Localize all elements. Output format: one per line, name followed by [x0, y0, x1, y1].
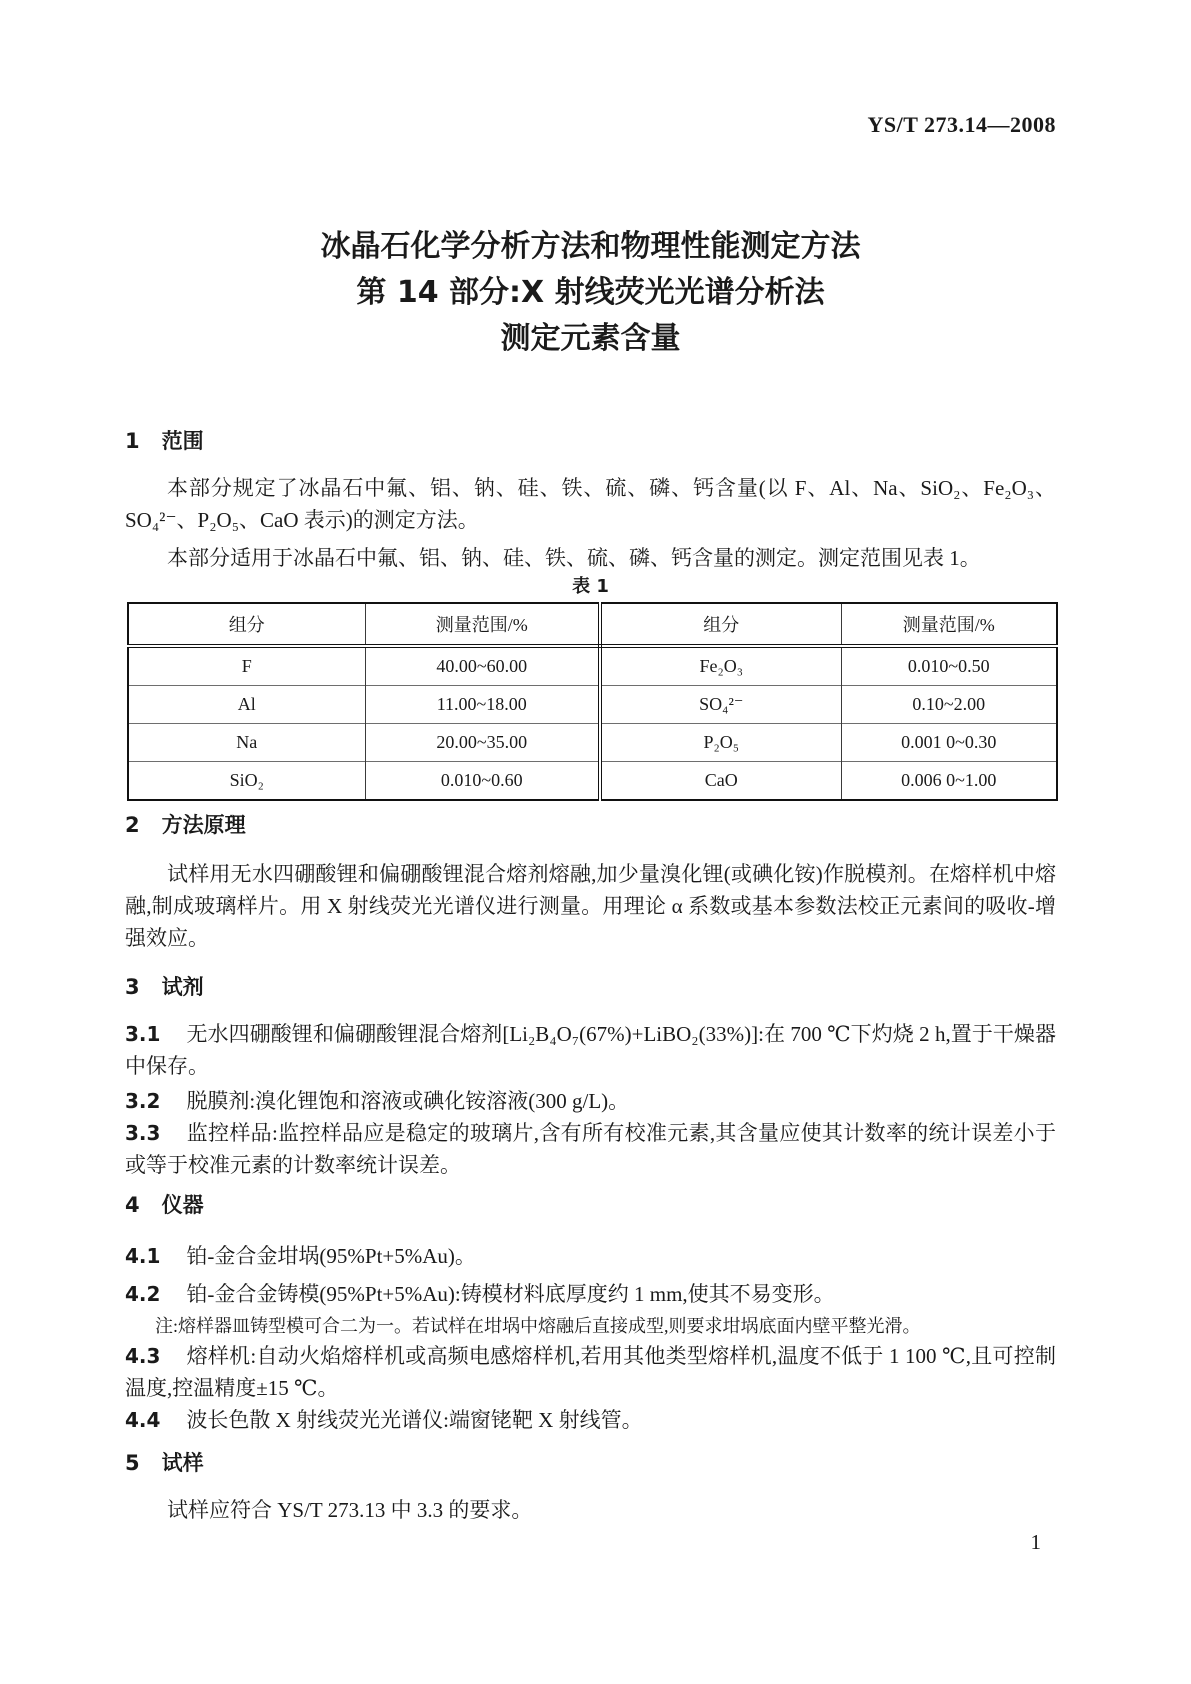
clause-4-3-number: 4.3 — [125, 1344, 161, 1368]
section-2-heading — [125, 812, 1056, 838]
clause-3-3-text: 监控样品:监控样品应是稳定的玻璃片,含有所有校准元素,其含量应使其计数率的统计误差小于或等于校准元素的计数率统计误差。 — [125, 1121, 1056, 1177]
table-row — [128, 646, 1057, 686]
table-cell: P₂O₅ — [600, 724, 841, 762]
section-1-heading — [125, 428, 1056, 454]
table-header-row — [128, 603, 1057, 646]
table-cell: 0.10~2.00 — [841, 686, 1057, 724]
section-1-paragraph-2: 本部分适用于冰晶石中氟、铝、钠、硅、铁、硫、磷、钙含量的测定。测定范围见表 1。 — [167, 546, 981, 570]
table-cell: Al — [128, 686, 365, 724]
clause-4-4-number: 4.4 — [125, 1408, 161, 1432]
clause-3-3-number: 3.3 — [125, 1121, 161, 1145]
table-1 — [127, 602, 1058, 801]
table-cell: CaO — [600, 762, 841, 801]
clause-4-4-text: 波长色散 X 射线荧光光谱仪:端窗铑靶 X 射线管。 — [186, 1408, 643, 1432]
clause-3-3 — [125, 1117, 1056, 1181]
table-cell: Fe₂O₃ — [600, 646, 841, 686]
section-2-paragraph: 试样用无水四硼酸锂和偏硼酸锂混合熔剂熔融,加少量溴化锂(或碘化铵)作脱模剂。在熔样机中熔融,制成玻璃样片。用 X 射线荧光光谱仪进行测量。用理论 α 系数或基本参数法校正元素间的吸收-增强效应。 — [125, 862, 1056, 950]
clause-4-3-text: 熔样机:自动火焰熔样机或高频电感熔样机,若用其他类型熔样机,温度不低于 1 100 ℃,且可控制温度,控温精度±15 ℃。 — [125, 1344, 1056, 1400]
table-cell: 0.001 0~0.30 — [841, 724, 1057, 762]
table-cell: F — [128, 646, 365, 686]
doc-number: YS/T 273.14—2008 — [867, 112, 1056, 137]
clause-3-1 — [125, 1018, 1056, 1082]
table-1-caption: 表 1 — [572, 576, 609, 597]
table-cell: 40.00~60.00 — [365, 646, 600, 686]
section-3-heading — [125, 974, 1056, 1000]
clause-4-2 — [125, 1278, 1056, 1310]
section-3-label: 试剂 — [161, 975, 204, 999]
clause-3-1-text: 无水四硼酸锂和偏硼酸锂混合熔剂[Li₂B₄O₇(67%)+LiBO₂(33%)]:在 700 ℃下灼烧 2 h,置于干燥器中保存。 — [125, 1022, 1056, 1078]
table-row — [128, 686, 1057, 724]
table-cell: SiO₂ — [128, 762, 365, 801]
document-title — [125, 224, 1056, 362]
table-cell: 20.00~35.00 — [365, 724, 600, 762]
section-5-label: 试样 — [161, 1451, 204, 1475]
table-cell: 0.006 0~1.00 — [841, 762, 1057, 801]
section-2-label: 方法原理 — [161, 813, 246, 837]
clause-3-1-number: 3.1 — [125, 1022, 161, 1046]
clause-4-4 — [125, 1404, 1056, 1436]
table-cell: 11.00~18.00 — [365, 686, 600, 724]
table-header-range-left: 测量范围/% — [365, 603, 600, 646]
table-header-range-right: 测量范围/% — [841, 603, 1057, 646]
clause-4-2-note: 注:熔样器皿铸型模可合二为一。若试样在坩埚中熔融后直接成型,则要求坩埚底面内壁平整光滑。 — [155, 1316, 921, 1336]
section-4-label: 仪器 — [161, 1193, 204, 1217]
clause-3-2-text: 脱膜剂:溴化锂饱和溶液或碘化铵溶液(300 g/L)。 — [186, 1089, 630, 1113]
table-cell: Na — [128, 724, 365, 762]
clause-4-1-text: 铂-金合金坩埚(95%Pt+5%Au)。 — [186, 1244, 476, 1268]
section-5-paragraph: 试样应符合 YS/T 273.13 中 3.3 的要求。 — [167, 1498, 533, 1522]
section-1-label: 范围 — [161, 429, 204, 453]
title-line-1: 冰晶石化学分析方法和物理性能测定方法 — [320, 229, 861, 264]
title-line-3: 测定元素含量 — [500, 321, 681, 356]
clause-4-2-number: 4.2 — [125, 1282, 161, 1306]
section-5-number: 5 — [125, 1451, 140, 1475]
title-line-2: 第 14 部分:X 射线荧光光谱分析法 — [356, 275, 825, 310]
section-2-number: 2 — [125, 813, 140, 837]
section-4-heading — [125, 1192, 1056, 1218]
clause-4-1 — [125, 1240, 1056, 1272]
clause-3-2 — [125, 1085, 1056, 1117]
table-row — [128, 762, 1057, 801]
section-4-number: 4 — [125, 1193, 140, 1217]
clause-4-2-text: 铂-金合金铸模(95%Pt+5%Au):铸模材料底厚度约 1 mm,使其不易变形。 — [186, 1282, 835, 1306]
table-cell: SO₄²⁻ — [600, 686, 841, 724]
clause-4-1-number: 4.1 — [125, 1244, 161, 1268]
clause-4-3 — [125, 1340, 1056, 1404]
section-1-number: 1 — [125, 429, 140, 453]
section-1-paragraph-1: 本部分规定了冰晶石中氟、铝、钠、硅、铁、硫、磷、钙含量(以 F、Al、Na、SiO₂、Fe₂O₃、SO₄²⁻、P₂O₅、CaO 表示)的测定方法。 — [125, 476, 1056, 532]
section-3-number: 3 — [125, 975, 140, 999]
table-header-component-left: 组分 — [128, 603, 365, 646]
section-5-heading — [125, 1450, 1056, 1476]
clause-3-2-number: 3.2 — [125, 1089, 161, 1113]
table-header-component-right: 组分 — [600, 603, 841, 646]
table-cell: 0.010~0.60 — [365, 762, 600, 801]
table-cell: 0.010~0.50 — [907, 656, 990, 676]
page-number: 1 — [1030, 1530, 1041, 1554]
table-row — [128, 724, 1057, 762]
